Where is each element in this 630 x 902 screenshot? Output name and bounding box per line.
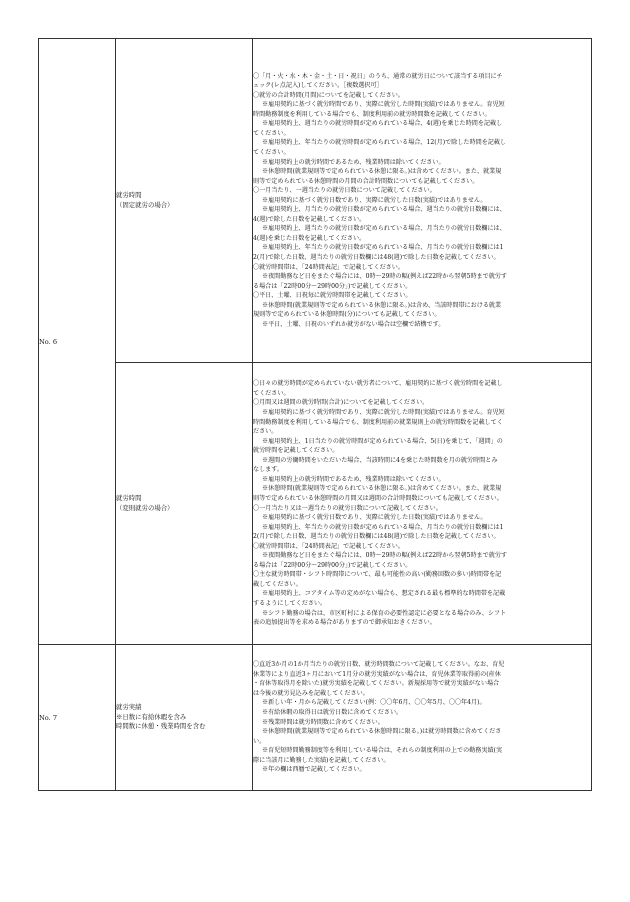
instruction-line: ※雇用契約上、コアタイム等の定めがない場合も、想定される最も標準的な時間帯を記載 xyxy=(262,590,506,598)
table-row xyxy=(39,645,592,791)
instruction-line: するようにしてください。 xyxy=(253,599,327,607)
instruction-line: ※休憩時間(就業規則等で定められている休憩に限る。)は含め、当該時間帯における就業 xyxy=(262,301,502,309)
instruction-line: ※夜間勤務など日をまたぐ場合には、0時～29時の幅(例えば22時から翌朝5時まで就労す xyxy=(262,552,508,560)
instruction-line: ※雇用契約上、年当たりの就労時間が定められている場合、12(月)で除した時間を記載し xyxy=(262,139,507,147)
instruction-line: 〇一月当たり、一週当たりの就労日数について記載してください。 xyxy=(253,187,436,195)
instruction-line: なします。 xyxy=(253,466,283,474)
instruction-line: ※育児短時間勤務制度等を利用している場合は、それらの制度利用の上での勤務実績(実 xyxy=(262,747,503,755)
instruction-line: い。 xyxy=(253,737,266,745)
instruction-line: ※年の欄は西暦で記載してください。 xyxy=(262,766,366,774)
table-row xyxy=(39,39,592,363)
instruction-line: 時間勤務制度を利用している場合でも、制度利用前の就労時間数を記載してください。 xyxy=(253,110,491,118)
instruction-line: ※休憩時間(就業規則等で定められている休憩に限る。)は含めてください。また、就業規 xyxy=(262,168,502,176)
instruction-line: る場合は「22時00分～29時00分」)で記載してください。 xyxy=(253,282,412,290)
instruction-line: ※雇用契約上、年当たりの就労日数が定められている場合、月当たりの就労日数欄には1 xyxy=(262,244,504,252)
instruction-line: てください。 xyxy=(253,129,290,137)
instruction-cell xyxy=(253,363,592,645)
instruction-cell xyxy=(253,645,592,791)
table-row xyxy=(39,363,592,645)
item-name-cell xyxy=(116,645,253,791)
item-name-line: 就労時間 xyxy=(116,190,142,199)
instruction-line: 〇「月・火・水・木・金・土・日・祝日」のうち、通常の就労日について該当する項目にチ xyxy=(253,72,503,80)
instruction-line: ださい。 xyxy=(253,428,278,436)
item-name-cell xyxy=(116,363,253,645)
instruction-line: 載してください。 xyxy=(253,580,302,588)
description-table xyxy=(38,38,592,791)
instruction-line: ※夜間勤務など日をまたぐ場合には、0時～29時の幅(例えば22時から翌朝5時まで就労す xyxy=(262,273,508,281)
instruction-cell xyxy=(253,39,592,363)
instruction-line: 〇日々の就労時間が定められていない就労者について、雇用契約に基づく就労時間を記載し xyxy=(253,380,503,388)
item-name-line: （変則就労の場合） xyxy=(116,503,174,512)
instruction-line: 〇月間又は週間の就労時間(合計)についてを記載してください。 xyxy=(253,399,429,407)
instruction-line: ※雇用契約に基づく就労日数であり、実際に就労した日数(実績)ではありません。 xyxy=(262,196,487,204)
instruction-line: ※雇用契約上の就労時間であるため、残業時間は除いてください。 xyxy=(262,158,445,166)
item-name-line: 就労実績 xyxy=(116,703,142,712)
instruction-line: ・育休等取得月を除いた)就労実績を記載してください。新規採用等で就労実績がない場合 xyxy=(253,680,500,688)
instruction-line: てください。 xyxy=(253,389,290,397)
instruction-line: 休業等により直近3ヶ月において1月分の就労実績がない場合は、育児休業等取得前の(産休 xyxy=(253,670,501,678)
instruction-line: ※雇用契約に基づく就労日数であり、実際に就労した日数(実績)ではありません。 xyxy=(262,514,487,522)
instruction-line: ※雇用契約上、月当たりの就労日数が定められている場合、週当たりの就労日数欄には、 xyxy=(262,206,506,214)
instruction-line: ※雇用契約上、週当たりの就労時間が定められている場合、4(週)を乗じた時間を記載し xyxy=(262,120,503,128)
instruction-line: 〇直近3か月の1か月当たりの就労日数、就労時間数について記載してください。なお、育児 xyxy=(253,661,505,669)
instruction-line: ※雇用契約上、年当たりの就労日数が定められている場合、月当たりの就労日数欄には1 xyxy=(262,523,504,531)
instruction-line: 際に当該月に勤務した実績)を記載してください。 xyxy=(253,756,390,764)
instruction-line: 4(週)を乗じた日数を記載してください。 xyxy=(253,234,366,242)
row-number-cell: No. 7 xyxy=(39,645,116,791)
instruction-line: 就労時間を記載してください。 xyxy=(253,447,339,455)
instruction-line: 4(週)で除した日数を記載してください。 xyxy=(253,215,366,223)
instruction-line: ※残業時間は就労時間数に含めてください。 xyxy=(262,718,384,726)
item-name-line: ※日数に有給休暇を含み xyxy=(116,712,187,721)
instruction-line: ※平日、土曜、日祝のいずれか就労がない場合は空欄で結構です。 xyxy=(262,320,445,328)
instruction-line: ※有給休暇の取得日は就労日数に含めてください。 xyxy=(262,708,403,716)
instruction-line: 規則等で定められている休憩時間(分)についても記載してください。 xyxy=(253,311,441,319)
instruction-line: る場合は「22時00分～29時00分」)で記載してください。 xyxy=(253,561,412,569)
item-name-line: 時間数に休憩・残業時間を含む xyxy=(116,722,206,731)
instruction-line: ※休憩時間(就業規則等で定められている休憩時間に限る。)は就労時間数に含めてくださ xyxy=(262,728,502,736)
instruction-line: ※雇用契約に基づく就労時間であり、実際に就労した時間(実績)ではありません。育児短 xyxy=(262,101,505,109)
instruction-line: 時間勤務制度を利用している場合でも、制度利用前の就業規則上の就労時間数を記載してく xyxy=(253,418,503,426)
instruction-line: は今後の就労見込みを記載してください。 xyxy=(253,689,369,697)
instruction-line: ※週間の労働時間をいただいた場合、当該時間に4を乗じた時間数を月の就労時間とみ xyxy=(262,456,498,464)
item-name-line: 就労時間 xyxy=(116,493,142,502)
instruction-line: 〇平日、土曜、日祝毎に就労時間帯を記載してください。 xyxy=(253,292,412,300)
instruction-line: ※雇用契約上、1日当たりの就労時間が定められている場合、5(日)を乗じて、「週間」の xyxy=(262,437,503,445)
row-number-cell: No. 6 xyxy=(39,39,116,645)
item-name-cell xyxy=(116,39,253,363)
instruction-line: ※シフト勤務の場合は、市区町村による保育の必要性認定に必要となる場合のみ、シフト xyxy=(262,609,507,617)
instruction-line: ※雇用契約上の就労時間であるため、残業時間は除いてください。 xyxy=(262,475,445,483)
instruction-line: 〇主な就労時間帯・シフト時間帯について、最も可能性の高い(勤務回数の多い)時間帯を記 xyxy=(253,571,502,579)
instruction-line: 表の追加提出等を求める場合がありますので御承知おきください。 xyxy=(253,619,436,627)
instruction-line: ※休憩時間(就業規則等で定められている休憩に限る。)は含めてください。また、就業規 xyxy=(262,485,502,493)
instruction-line: 2(月)で除した日数、週当たりの就労日数欄には48(週)で除した日数を記載してください。 xyxy=(253,533,500,541)
instruction-line: 則等で定められている休憩時間の月間の合計時間数についても記載してください。 xyxy=(253,177,479,185)
instruction-line: ※新しい年・月から記載してください(例：〇〇年6月、〇〇年5月、〇〇年4月)。 xyxy=(262,699,486,707)
instruction-line: 〇就労時間帯は、「24時間表記」で記載してください。 xyxy=(253,542,404,550)
instruction-line: 2(月)で除した日数、週当たりの就労日数欄には48(週)で除した日数を記載してください。 xyxy=(253,254,500,261)
instruction-line: ※雇用契約に基づく就労時間であり、実際に就労した時間(実績)ではありません。育児短 xyxy=(262,409,505,417)
instruction-line: ※雇用契約上、週当たりの就労日数が定められている場合、月当たりの就労日数欄には、 xyxy=(262,225,506,233)
instruction-line: 〇就労時間帯は、「24時間表記」で記載してください。 xyxy=(253,263,404,271)
instruction-line: 〇一月当たり又は一週当たりの就労日数について記載してください。 xyxy=(253,504,442,512)
item-name-line: （固定就労の場合） xyxy=(116,200,174,209)
instruction-line: 則等で定められている休憩時間の月間又は週間の合計時間数についても記載してください。 xyxy=(253,494,503,502)
instruction-line: ェック(レ点記入)してください。［複数選択可］ xyxy=(253,82,383,90)
instruction-line: 〇就労の合計時間(月間)についてを記載してください。 xyxy=(253,91,404,99)
instruction-line: てください。 xyxy=(253,148,290,156)
